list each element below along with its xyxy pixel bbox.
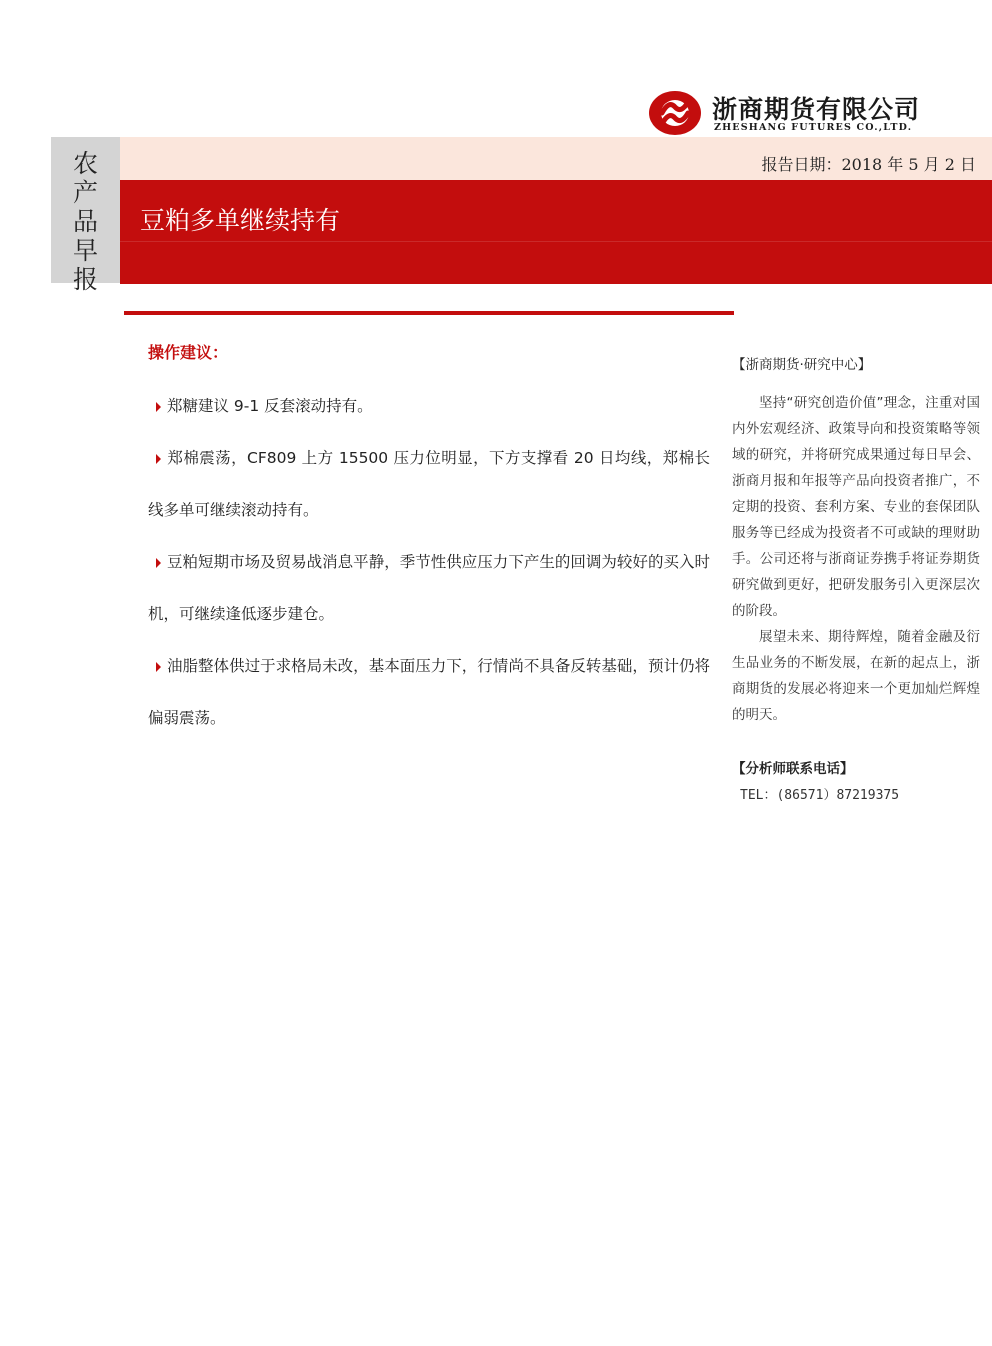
bullet-arrow-icon [156,558,161,568]
company-logo-icon [648,90,702,136]
sidebar-heading: 【浙商期货·研究中心】 [732,357,872,373]
bullet-arrow-icon [156,662,161,672]
recommendation-list [148,380,710,744]
section-rule [124,311,734,315]
list-item-text: 豆粕短期市场及贸易战消息平静，季节性供应压力下产生的回调为较好的买入时机，可继续逢低逐步建仓。 [148,553,710,623]
bullet-arrow-icon [156,454,161,464]
list-item [148,536,710,640]
company-name-cn: 浙商期货有限公司 [712,95,921,124]
sidebar-paragraph: 展望未来、期待辉煌，随着金融及衍生品业务的不断发展，在新的起点上，浙商期货的发展必将迎来一个更加灿烂辉煌的明天。 [732,629,980,723]
sidebar-paragraph: 坚持“研究创造价值”理念，注重对国内外宏观经济、政策导向和投资策略等领域的研究，并将研究成果通过每日早会、浙商月报和年报等产品向投资者推广，不定期的投资、套利方案、专业的套保团队服务等已经成为投资者不可或缺的理财助手。公司还将与浙商证券携手将证券期货研究做到更好，把研发服务引入更深层次的阶段。 [732,395,980,619]
contact-phone: TEL：(86571）87219375 [740,788,900,803]
bullet-arrow-icon [156,402,161,412]
company-name-en: ZHESHANG FUTURES CO.,LTD. [714,122,913,133]
section-heading: 操作建议： [148,343,229,362]
company-logo [648,86,928,138]
title-banner [120,180,992,284]
header-band [120,137,992,180]
contact-heading: 【分析师联系电话】 [732,761,854,777]
list-item [148,640,710,744]
research-center-sidebar [732,352,980,810]
list-item-text: 郑棉震荡，CF809 上方 15500 压力位明显，下方支撑看 20 日均线，郑棉长线多单可继续滚动持有。 [148,449,710,519]
list-item [148,380,710,432]
report-title: 豆粕多单继续持有 [140,206,341,235]
list-item-text: 郑糖建议 9-1 反套滚动持有。 [167,397,373,415]
list-item [148,432,710,536]
report-category-label: 农产品早报 [73,149,99,294]
report-date: 报告日期：2018 年 5 月 2 日 [761,155,976,174]
report-category-tab [51,137,120,294]
list-item-text: 油脂整体供过于求格局未改，基本面压力下，行情尚不具备反转基础，预计仍将偏弱震荡。 [148,657,710,727]
banner-divider [120,241,992,242]
